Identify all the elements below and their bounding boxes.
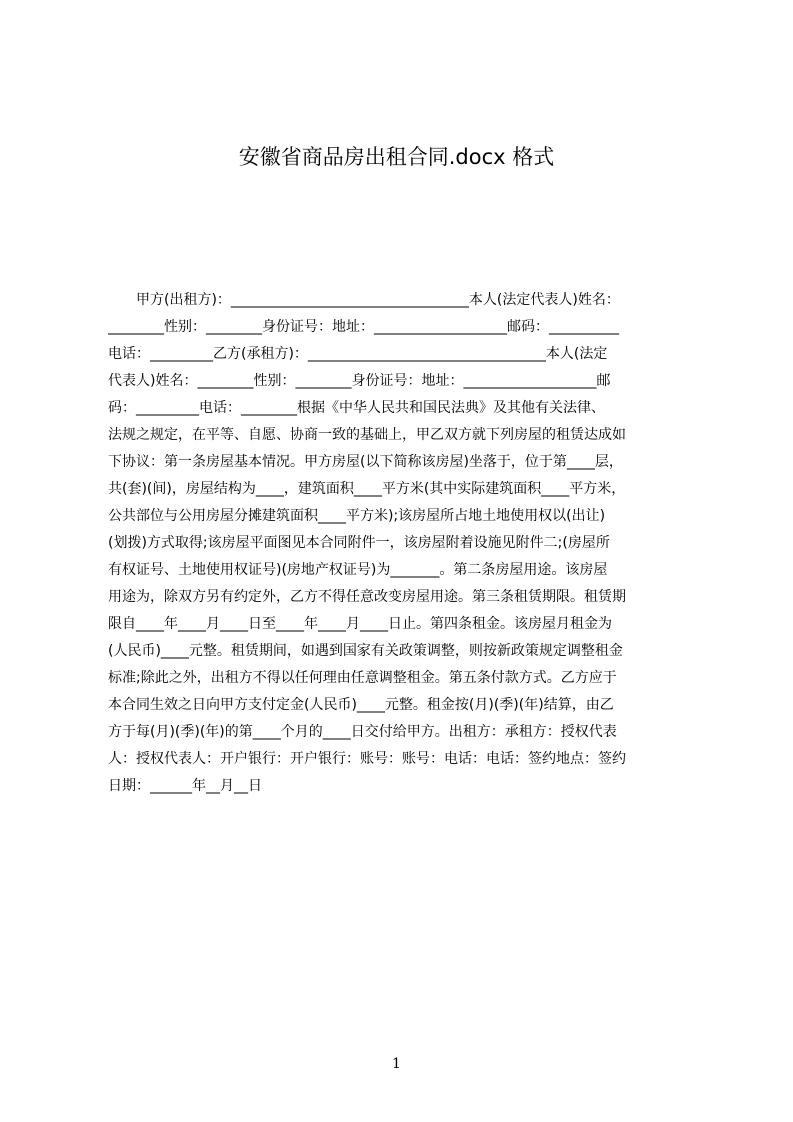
body-line: ________性别：________身份证号：地址：___________________邮码：__________ xyxy=(108,319,619,335)
body-line: 限自____年____月____日至____年____月____日止。第四条租金。该房屋月租金为 xyxy=(108,616,612,632)
body-line: 法规之规定，在平等、自愿、协商一致的基础上，甲乙双方就下列房屋的租赁达成如 xyxy=(108,427,626,443)
contract-body xyxy=(108,287,700,800)
body-line: (人民币)____元整。租赁期间，如遇到国家有关政策调整，则按新政策规定调整租金 xyxy=(108,643,623,659)
body-line: 人：授权代表人：开户银行：开户银行：账号：账号：电话：电话：签约地点：签约 xyxy=(108,751,626,767)
body-line: 方于每(月)(季)(年)的第____个月的____日交付给甲方。出租方：承租方：授权代表 xyxy=(108,724,617,740)
body-line: 共(套)(间)，房屋结构为____，建筑面积____平方米(其中实际建筑面积____平方米， xyxy=(108,481,626,497)
body-line: 日期：______年__月__日 xyxy=(108,778,262,794)
document-title: 安徽省商品房出租合同.docx 格式 xyxy=(238,145,555,169)
body-line: 公共部位与公用房屋分摊建筑面积____平方米);该房屋所占地土地使用权以(出让) xyxy=(108,508,606,524)
body-line: 标准;除此之外，出租方不得以任何理由任意调整租金。第五条付款方式。乙方应于 xyxy=(108,670,617,686)
body-line: 电话：_________乙方(承租方)：__________________________________本人(法定 xyxy=(108,346,608,362)
body-line: 下协议：第一条房屋基本情况。甲方房屋(以下简称该房屋)坐落于，位于第____层， xyxy=(108,454,623,470)
body-line: 代表人)姓名：________性别：________身份证号：地址：___________________邮 xyxy=(108,373,611,389)
body-line: 码：_________电话：________根据《中华人民共和国民法典》及其他有关法律、 xyxy=(108,400,605,416)
page-number: 1 xyxy=(392,1056,401,1072)
body-line: 本合同生效之日向甲方支付定金(人民币)____元整。租金按(月)(季)(年)结算，由乙 xyxy=(108,697,614,713)
body-line: 用途为，除双方另有约定外，乙方不得任意改变房屋用途。第三条租赁期限。租赁期 xyxy=(108,589,626,605)
body-line: 甲方(出租方)：__________________________________本人(法定代表人)姓名： xyxy=(108,292,620,308)
body-line: 有权证号、土地使用权证号)(房地产权证号)为_______。第二条房屋用途。该房屋 xyxy=(108,562,608,578)
body-line: (划拨)方式取得;该房屋平面图见本合同附件一，该房屋附着设施见附件二;(房屋所 xyxy=(108,535,610,551)
